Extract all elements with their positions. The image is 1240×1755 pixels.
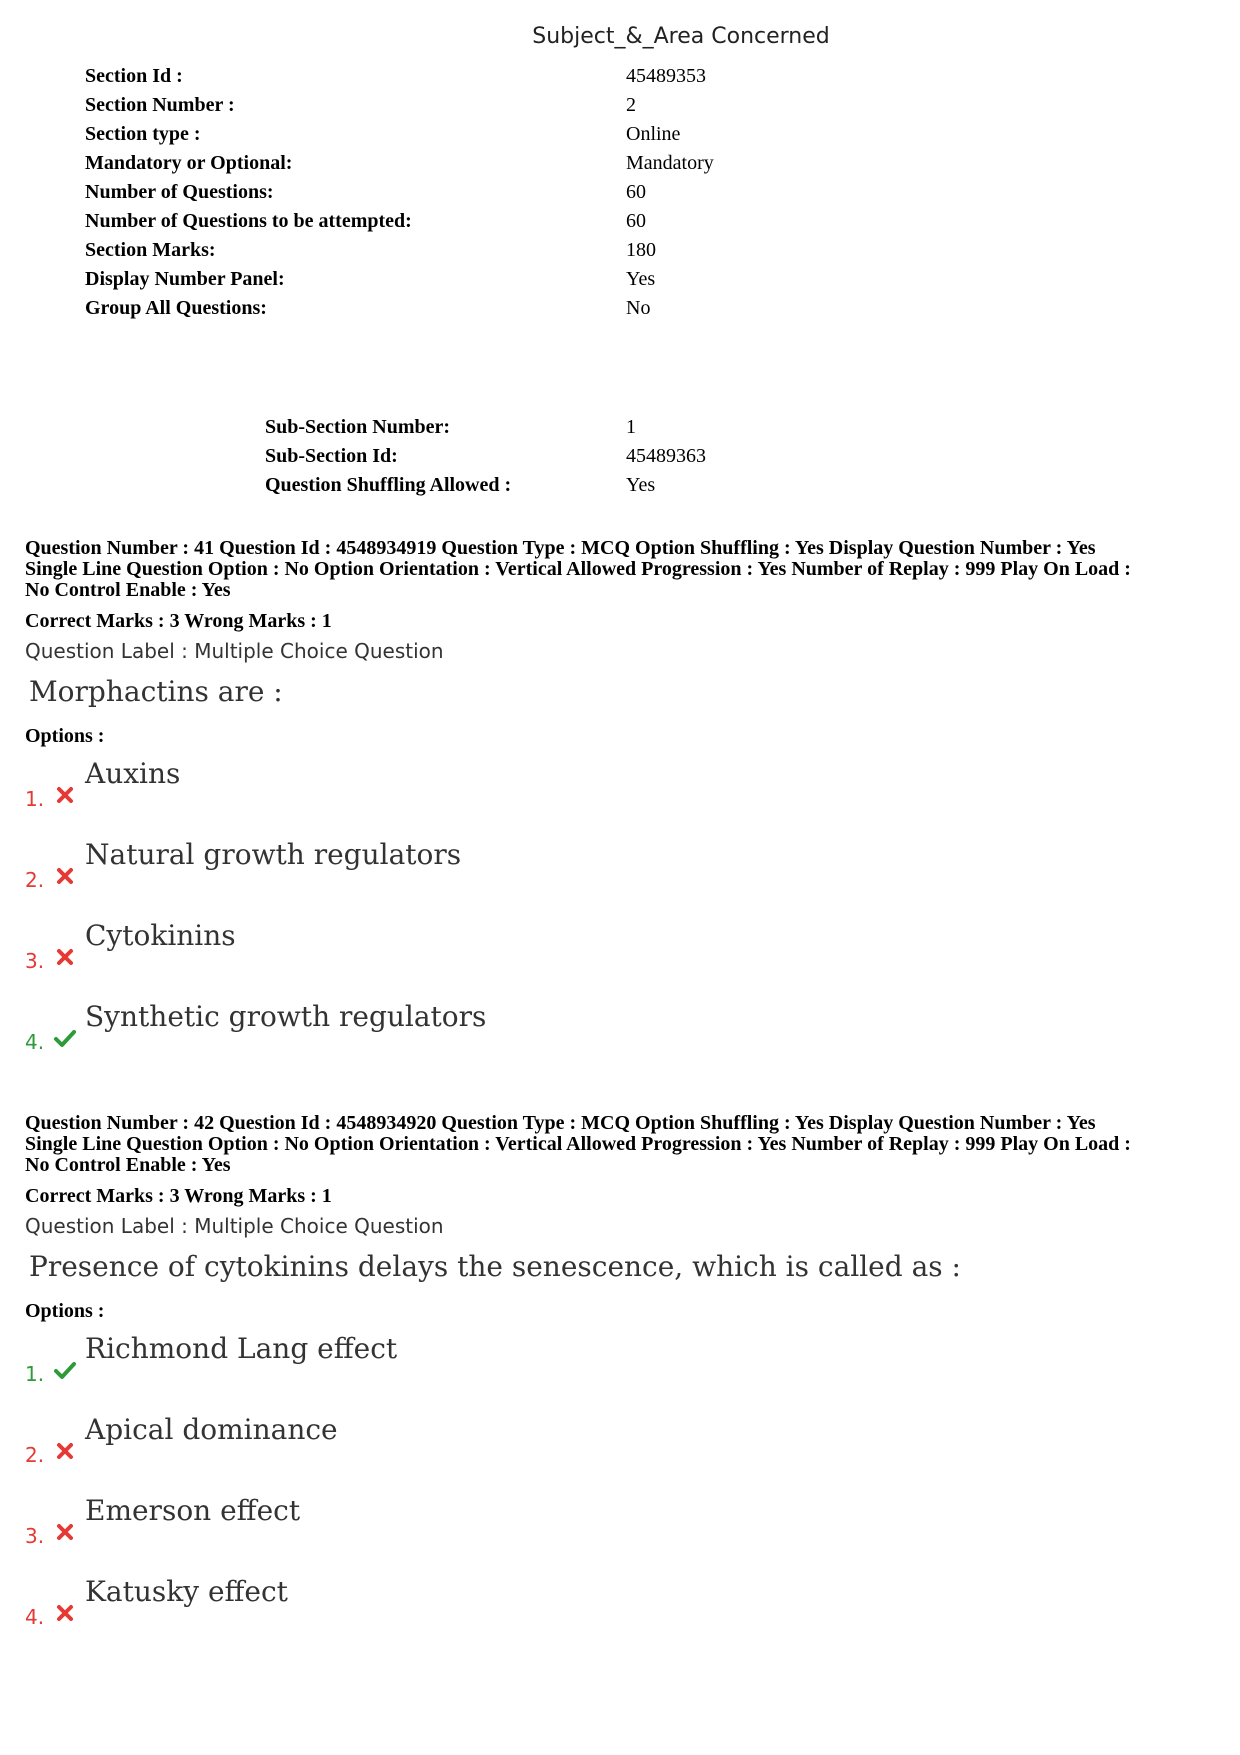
section-row — [85, 120, 714, 149]
options-list — [25, 755, 1225, 1079]
question-text: Presence of cytokinins delays the senescence, which is called as : — [29, 1250, 961, 1283]
option-text: Richmond Lang effect — [85, 1332, 398, 1365]
cross-icon — [53, 1520, 77, 1544]
check-icon — [53, 1026, 77, 1050]
option-item — [25, 1330, 1225, 1411]
section-field-label: Display Number Panel: — [85, 268, 285, 290]
section-field-label: Section Id : — [85, 65, 183, 87]
option-item — [25, 998, 1225, 1079]
section-row — [85, 91, 714, 120]
option-item — [25, 1573, 1225, 1654]
option-text: Emerson effect — [85, 1494, 301, 1527]
section-field-value: 180 — [626, 239, 656, 261]
option-number: 3. — [25, 1524, 45, 1548]
question-marks: Correct Marks : 3 Wrong Marks : 1 — [25, 610, 332, 632]
option-item — [25, 836, 1225, 917]
question-label: Question Label : Multiple Choice Question — [25, 639, 444, 663]
section-field-label: Section Marks: — [85, 239, 216, 261]
subsection-info-table — [265, 413, 706, 500]
subsection-field-value: 1 — [626, 416, 636, 438]
option-text: Auxins — [85, 757, 181, 790]
section-field-label: Section type : — [85, 123, 201, 145]
question-meta-line: Question Number : 41 Question Id : 4548934919 Question Type : MCQ Option Shuffling : Yes Display Question Number : Yes — [25, 537, 1096, 559]
section-row — [85, 265, 714, 294]
section-field-value: 60 — [626, 181, 646, 203]
question-marks: Correct Marks : 3 Wrong Marks : 1 — [25, 1185, 332, 1207]
option-number: 1. — [25, 1362, 45, 1386]
cross-icon — [53, 1439, 77, 1463]
option-item — [25, 755, 1225, 836]
subsection-field-value: Yes — [626, 474, 656, 496]
section-row — [85, 207, 714, 236]
section-field-label: Mandatory or Optional: — [85, 152, 293, 174]
option-text: Natural growth regulators — [85, 838, 462, 871]
option-number: 2. — [25, 868, 45, 892]
options-list — [25, 1330, 1225, 1654]
question-meta-line: Single Line Question Option : No Option Orientation : Vertical Allowed Progression : Yes Number of Replay : 999 Play On Load : — [25, 1133, 1131, 1155]
option-text: Synthetic growth regulators — [85, 1000, 487, 1033]
option-number: 4. — [25, 1030, 45, 1054]
cross-icon — [53, 1601, 77, 1625]
question-meta-line: No Control Enable : Yes — [25, 579, 231, 601]
option-number: 1. — [25, 787, 45, 811]
section-field-label: Group All Questions: — [85, 297, 267, 319]
cross-icon — [53, 783, 77, 807]
section-row — [85, 149, 714, 178]
question-meta-line: Question Number : 42 Question Id : 4548934920 Question Type : MCQ Option Shuffling : Yes Display Question Number : Yes — [25, 1112, 1096, 1134]
question-meta-line: Single Line Question Option : No Option Orientation : Vertical Allowed Progression : Yes Number of Replay : 999 Play On Load : — [25, 558, 1131, 580]
subsection-row — [265, 471, 706, 500]
subsection-field-label: Question Shuffling Allowed : — [265, 474, 512, 496]
cross-icon — [53, 945, 77, 969]
section-row — [85, 62, 714, 91]
section-field-label: Number of Questions to be attempted: — [85, 210, 412, 232]
option-text: Apical dominance — [85, 1413, 338, 1446]
section-field-value: 60 — [626, 210, 646, 232]
question-text: Morphactins are : — [29, 675, 283, 708]
cross-icon — [53, 864, 77, 888]
options-label: Options : — [25, 725, 105, 747]
option-item — [25, 1411, 1225, 1492]
subsection-field-label: Sub-Section Number: — [265, 416, 451, 438]
section-field-value: Online — [626, 123, 681, 145]
subsection-row — [265, 413, 706, 442]
section-field-value: No — [626, 297, 651, 319]
section-field-value: 45489353 — [626, 65, 706, 87]
section-row — [85, 236, 714, 265]
option-number: 4. — [25, 1605, 45, 1629]
option-item — [25, 1492, 1225, 1573]
question-label: Question Label : Multiple Choice Question — [25, 1214, 444, 1238]
question-block — [25, 538, 1225, 1079]
option-number: 2. — [25, 1443, 45, 1467]
section-info-table — [85, 62, 714, 323]
question-block — [25, 1113, 1225, 1654]
option-text: Cytokinins — [85, 919, 236, 952]
section-field-value: Mandatory — [626, 152, 714, 174]
options-label: Options : — [25, 1300, 105, 1322]
section-field-label: Section Number : — [85, 94, 235, 116]
option-number: 3. — [25, 949, 45, 973]
subsection-field-value: 45489363 — [626, 445, 706, 467]
section-field-value: Yes — [626, 268, 656, 290]
subsection-row — [265, 442, 706, 471]
section-row — [85, 294, 714, 323]
question-meta-line: No Control Enable : Yes — [25, 1154, 231, 1176]
section-row — [85, 178, 714, 207]
section-field-value: 2 — [626, 94, 636, 116]
section-field-label: Number of Questions: — [85, 181, 274, 203]
subsection-field-label: Sub-Section Id: — [265, 445, 398, 467]
option-text: Katusky effect — [85, 1575, 288, 1608]
page-heading: Subject_&_Area Concerned — [532, 24, 830, 49]
option-item — [25, 917, 1225, 998]
check-icon — [53, 1358, 77, 1382]
